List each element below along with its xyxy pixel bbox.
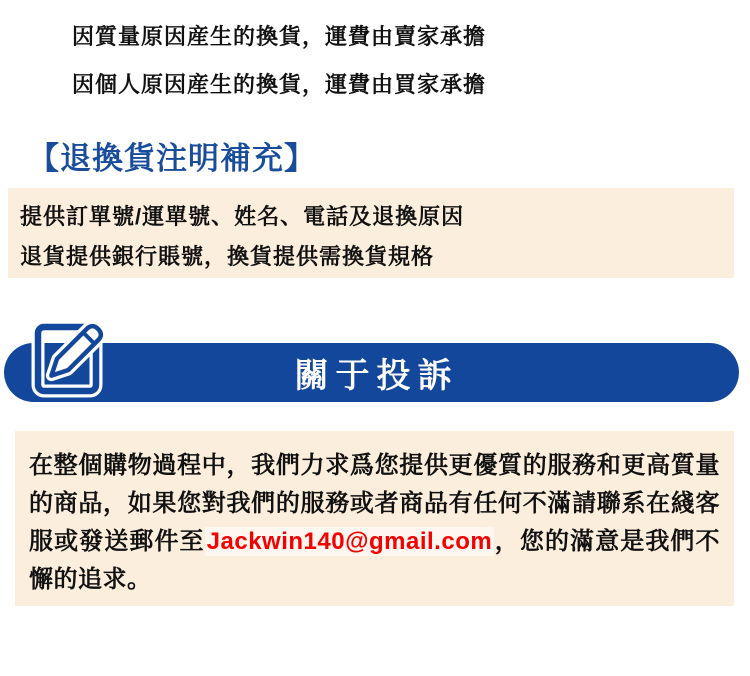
returns-note-box — [8, 188, 734, 278]
complaints-banner-title: 關于投訴 — [294, 357, 459, 395]
support-email-link[interactable]: Jackwin140@gmail.com — [206, 528, 493, 555]
policy-line-quality-reason: 因質量原因産生的換貨，運費由賣家承擔 — [72, 24, 487, 49]
returns-note-title: 【退換貨注明補充】 — [28, 141, 316, 176]
complaints-text-before: 在整個購物過程中，我們力求爲您提供更優質的服務和更高質量的商品，如果您對我們的服務或者商品有任何不滿請聯系在綫客服或發送郵件至 — [29, 452, 720, 555]
complaints-paragraph — [29, 447, 720, 599]
returns-note-line-bank-info: 退貨提供銀行賬號，換貨提供需換貨規格 — [20, 244, 435, 269]
edit-pencil-icon — [26, 295, 118, 399]
complaints-text-after: ，您的滿意是我們不懈的追求。 — [29, 528, 721, 593]
returns-note-line-order-info: 提供訂單號/運單號、姓名、電話及退換原因 — [20, 204, 465, 229]
complaints-text-box — [15, 431, 734, 606]
policy-line-personal-reason: 因個人原因産生的換貨，運費由買家承擔 — [72, 72, 487, 97]
